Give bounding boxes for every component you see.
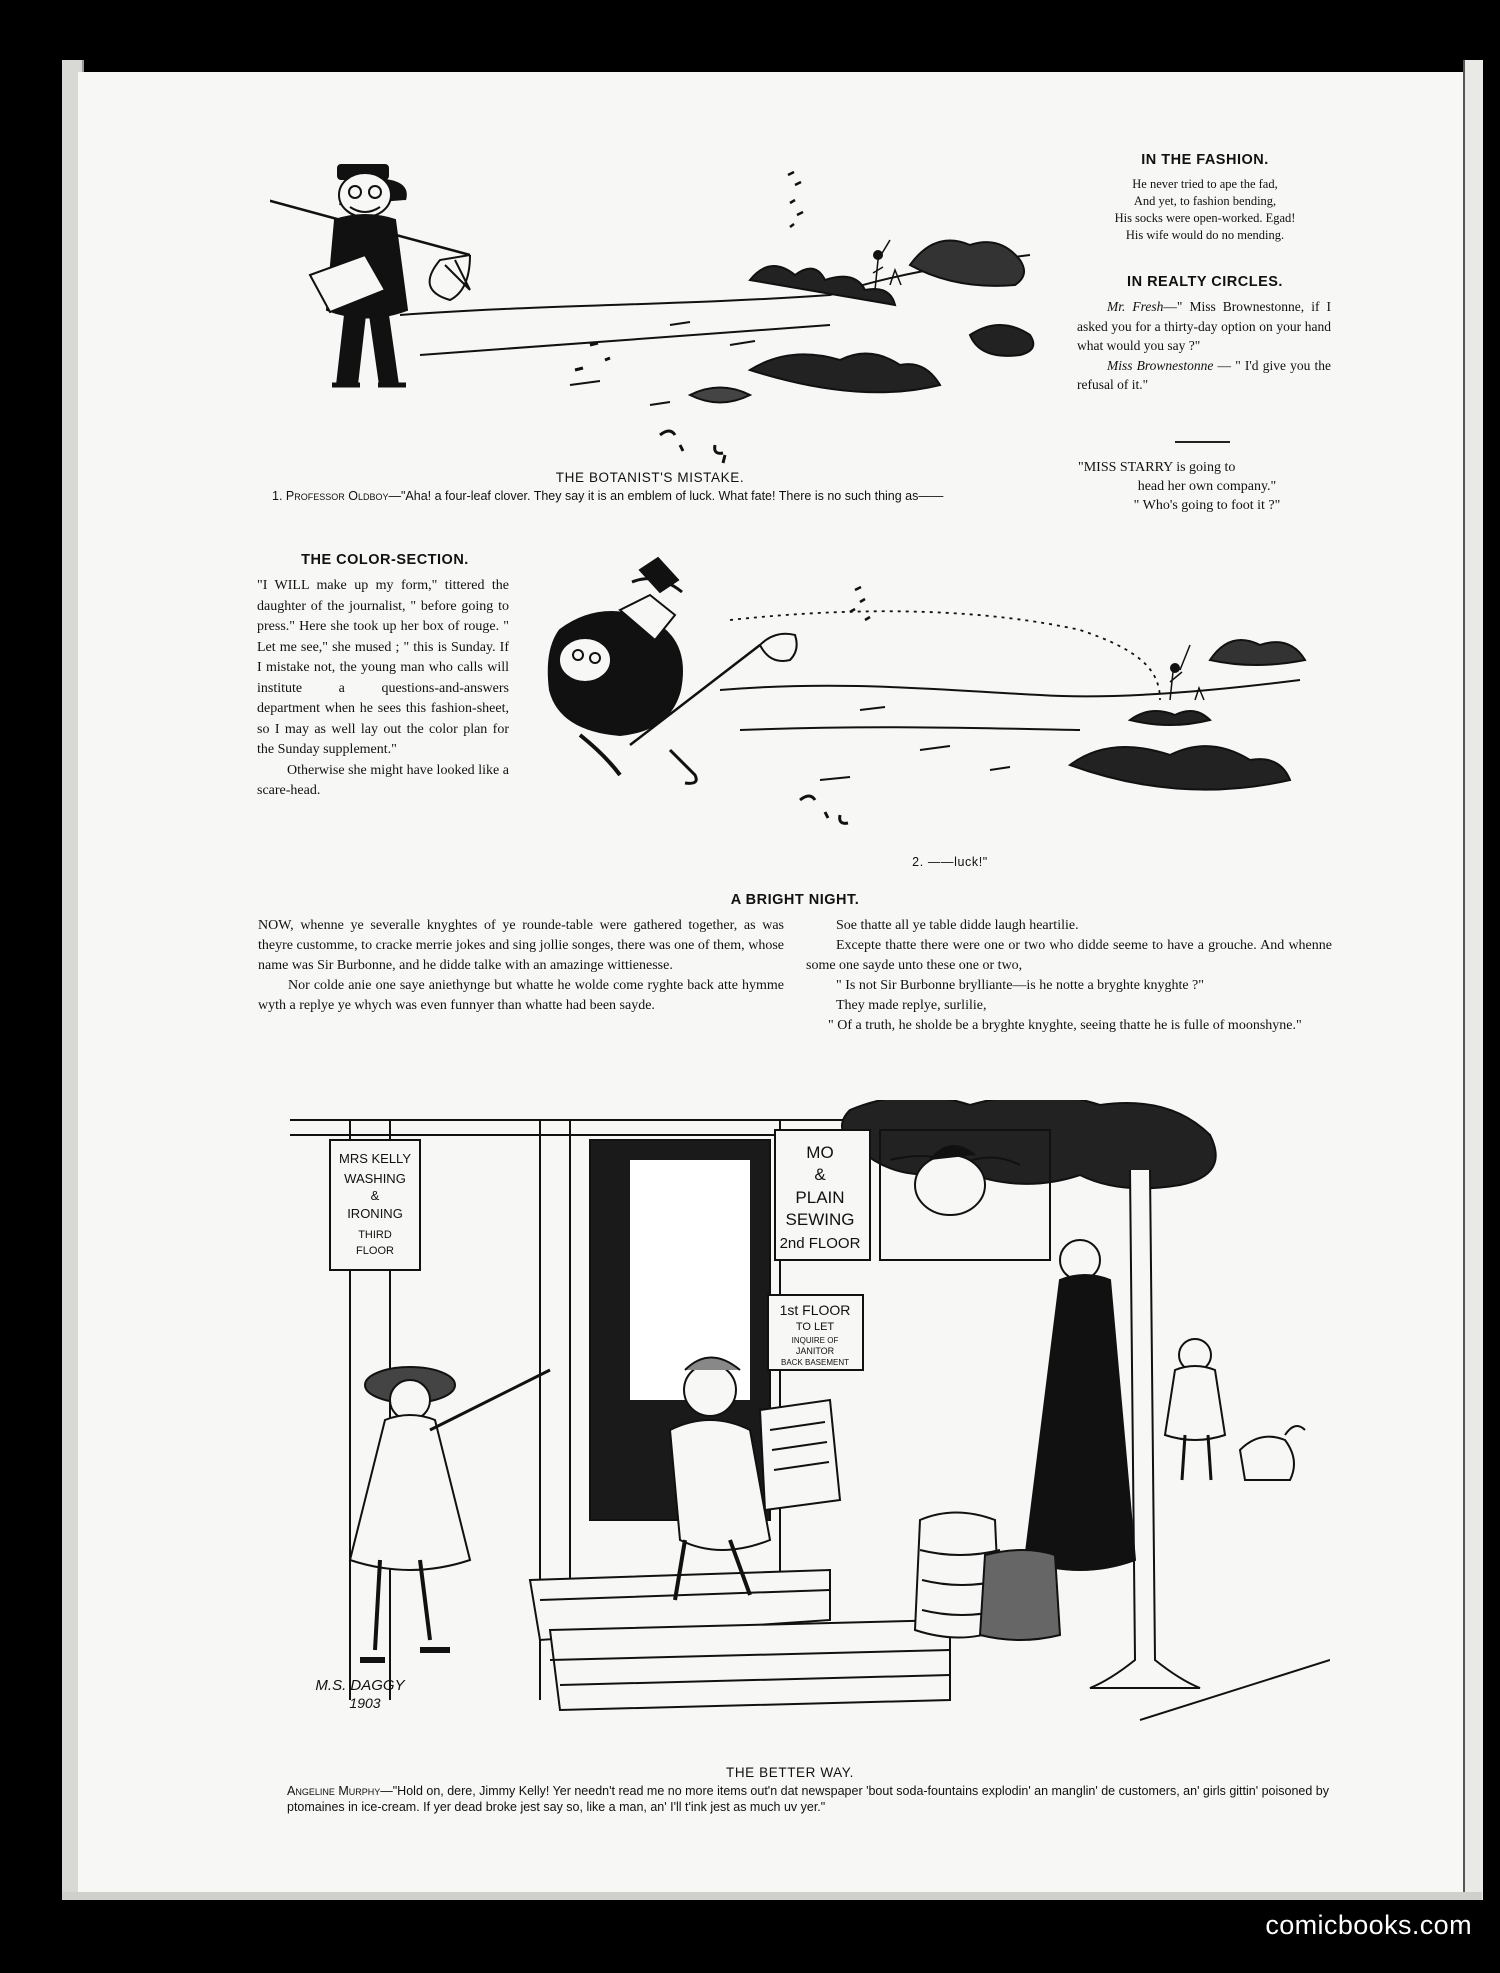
watermark: comicbooks.com — [1265, 1910, 1472, 1940]
botanist-panel-2-illustration — [520, 550, 1340, 860]
starry-joke — [1078, 458, 1336, 515]
sign-kelly-line-4: IRONING — [347, 1206, 403, 1221]
paragraph: Otherwise she might have looked like a scare-head. — [257, 762, 509, 798]
verse-line: His wife would do no mending. — [1125, 228, 1285, 242]
page-bottom-edge — [62, 1892, 1482, 1900]
better-way-title: THE BETTER WAY. — [725, 1765, 854, 1780]
better-way-illustration — [290, 1100, 1330, 1740]
realty-title: IN REALTY CIRCLES. — [1127, 274, 1283, 290]
sign-kelly-line-6: FLOOR — [356, 1245, 394, 1257]
fashion-title: IN THE FASHION. — [1141, 152, 1269, 168]
sign-kelly-line-3: & — [370, 1188, 380, 1203]
dialogue-line: —" Miss Brownestonne, if I asked you for a thirty-day option on your hand what would you say ?" — [1077, 299, 1331, 353]
paragraph: They made replye, surlilie, — [836, 998, 987, 1013]
color-section-text — [257, 576, 509, 802]
sign-kelly-line-5: THIRD — [358, 1229, 392, 1241]
sign-tolet-line-4: JANITOR — [795, 1346, 835, 1356]
verse-line: He never tried to ape the fad, — [1132, 177, 1278, 191]
paragraph: Soe thatte all ye table didde laugh heartilie. — [836, 918, 1079, 933]
bright-night-title: A BRIGHT NIGHT. — [730, 892, 860, 908]
page-right-edge — [1463, 60, 1483, 1900]
speaker-name: Miss Brownestonne — [1107, 357, 1214, 373]
caption-line: —"Aha! a four-leaf clover. They say it is an emblem of luck. What fate! There is no such thing as—— — [388, 489, 944, 503]
paragraph: " Of a truth, he sholde be a bryghte knyghte, seeing thatte he is fulle of moonshyne." — [828, 1018, 1302, 1033]
verse-line: And yet, to fashion bending, — [1133, 194, 1277, 208]
speaker-name: Professor Oldboy — [285, 489, 389, 503]
artist-signature: M.S. DAGGY — [315, 1677, 405, 1694]
dialogue-line: — " I'd give you the refusal of it." — [1077, 357, 1331, 392]
botanist-title: THE BOTANIST'S MISTAKE. — [555, 470, 745, 485]
paragraph: "I WILL make up my form," tittered the daughter of the journalist, " before going to press." Here she took up her box of rouge. " Let me see," she mused ; " this is Sunday. If I mistake not, the young man who calls will institute a questions-and-answers department when he sees this fashion-sheet, so I may as well lay out the color plan for the Sunday supplement." — [257, 578, 509, 757]
sign-sewing-line-1: MO — [806, 1143, 834, 1162]
better-way-caption — [287, 1783, 1337, 1815]
paragraph: " Is not Sir Burbonne brylliante—is he notte a bryghte knyghte ?" — [836, 978, 1204, 993]
sign-sewing-line-2: & — [814, 1165, 826, 1184]
joke-line: head her own company." — [1137, 479, 1277, 494]
botanist-caption-2: 2. ——luck!" — [912, 855, 988, 869]
botanist-caption-1 — [272, 488, 1062, 504]
fashion-verse — [1075, 176, 1335, 244]
paragraph: Excepte thatte there were one or two who didde seeme to have a grouche. And whenne some one sayde unto these one or two, — [806, 938, 1332, 973]
caption-line: —"Hold on, dere, Jimmy Kelly! Yer needn't read me no more items out'n dat newspaper 'bout soda-fountains explodin' an manglin' de customers, an' girls gittin' poisoned by ptomaines in ice-cream. If yer dead broke jest say so, like a man, an' I'll t'ink jest as much uv yer." — [287, 1784, 1329, 1814]
sign-kelly-line-2: WASHING — [344, 1171, 406, 1186]
sign-kelly-line-1: MRS KELLY — [338, 1151, 412, 1166]
sign-tolet-line-2: TO LET — [795, 1321, 835, 1333]
paragraph: NOW, whenne ye severalle knyghtes of ye rounde-table were gathered together, as was theyre customme, to cracke merrie jokes and sing jollie songes, there was one of them, whose name was Sir Burbonne, and he didde talke with an amazinge wittienesse. — [258, 918, 784, 973]
botanist-panel-1-illustration — [270, 155, 1070, 475]
sign-tolet-line-1: 1st FLOOR — [779, 1302, 851, 1318]
sign-tolet-line-3: INQUIRE OF — [791, 1336, 839, 1345]
caption-number: 1. — [272, 489, 286, 503]
verse-line: His socks were open-worked. Egad! — [1114, 211, 1296, 225]
sign-sewing-line-4: SEWING — [785, 1210, 855, 1229]
speaker-name: Angeline Murphy — [287, 1784, 381, 1798]
sign-tolet-line-5: BACK BASEMENT — [780, 1358, 850, 1367]
paragraph: Nor colde anie one saye aniethynge but whatte he wolde come ryghte back atte hymme wyth a replye ye whych was even funnyer than whatte had been sayde. — [258, 978, 784, 1013]
speaker-name: Mr. Fresh — [1107, 299, 1164, 314]
sign-sewing-line-5: 2nd FLOOR — [779, 1235, 861, 1252]
bright-night-column-2 — [806, 916, 1332, 1036]
sign-sewing-line-3: PLAIN — [795, 1188, 845, 1207]
realty-text — [1077, 297, 1331, 395]
bright-night-column-1 — [258, 916, 784, 1016]
divider-rule — [1175, 441, 1230, 443]
joke-line: " Who's going to foot it ?" — [1133, 498, 1281, 513]
color-section-title: THE COLOR-SECTION. — [301, 552, 469, 568]
joke-line: "MISS STARRY is going to — [1078, 460, 1236, 475]
artist-signature-year: 1903 — [349, 1695, 381, 1711]
